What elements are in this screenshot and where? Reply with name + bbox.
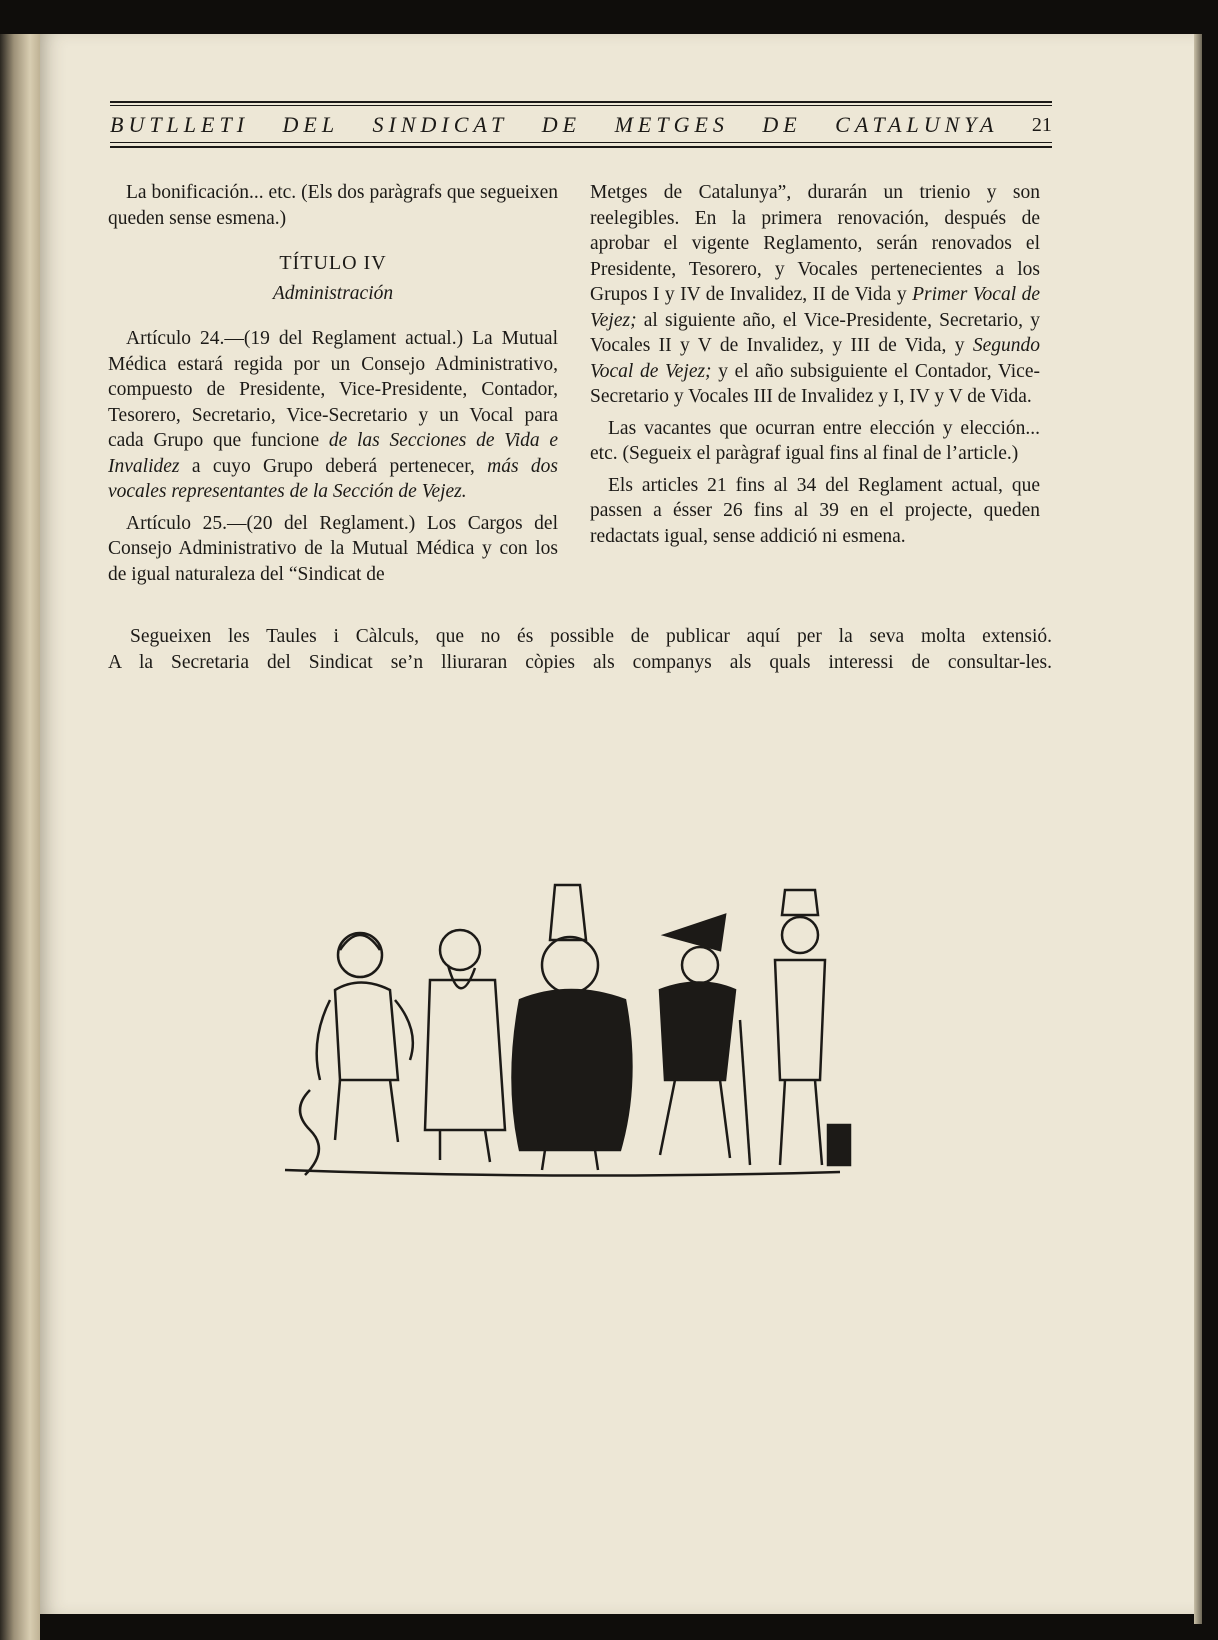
book-spine: [0, 34, 40, 1640]
header-word: METGES: [614, 112, 729, 137]
vacantes-paragraph: Las vacantes que ocurran entre elección y elección... etc. (Segueix el paràgraf igual fins al final de l’article.): [590, 417, 1040, 464]
header-word: SINDICAT: [372, 112, 509, 137]
article-25-continuation: [590, 180, 1040, 410]
header-rule-top-thin: [110, 105, 1052, 106]
left-column: [108, 180, 558, 593]
article-24-text: a cuyo Grupo deberá pertenecer,: [179, 455, 488, 477]
header-word: DE: [541, 112, 582, 137]
bonificacion-paragraph: La bonificación... etc. (Els dos paràgrafs que segueixen queden sense esmena.): [108, 182, 558, 229]
continuation-text: Metges de Catalunya”, durarán un trienio y son reelegibles. En la primera renovación, después de aprobar el vigente Reglamento, serán renovados el Presidente, Tesorero, y Vocales pertenecientes a los Grupos I y IV de Invalidez, II de Vida y: [590, 182, 1040, 305]
article-25-paragraph: Artículo 25.—(20 del Reglament.) Los Cargos del Consejo Administrativo de la Mutual Médica y con los de igual naturaleza del “Sindicat de: [108, 512, 558, 585]
header-rule-bottom-thin: [110, 142, 1052, 143]
continuation-text: al siguiente año, el Vice-Presidente, Secretario, y Vocales II y V de Invalidez, y III de Vida, y: [590, 309, 1040, 356]
section-subtitle: Administración: [272, 282, 394, 304]
articles-paragraph: Els articles 21 fins al 34 del Reglament actual, que passen a ésser 26 fins al 39 en el projecte, queden redactats igual, sense addició ni esmena.: [590, 474, 1040, 547]
continuation-italic: Segundo Vocal de Vejez;: [590, 335, 1040, 382]
header-word: CATALUNYA: [835, 112, 999, 137]
continuation-italic: Primer Vocal de Vejez;: [590, 284, 1040, 331]
header-word: DE: [762, 112, 802, 137]
article-24-paragraph: [108, 326, 558, 505]
article-24-italic: de las Secciones de Vida e Invalidez: [108, 430, 559, 477]
header-rule-top: [110, 101, 1052, 103]
article-24-italic: más dos vocales representantes de la Sección de Vejez.: [108, 455, 558, 502]
section-title: TÍTULO IV: [279, 252, 387, 274]
header-rule-bottom: [110, 146, 1052, 148]
running-header: [110, 110, 1052, 140]
footer-line: Segueixen les Taules i Càlculs, que no és possible de publicar aquí per la seva molta extensió.: [130, 626, 1052, 647]
footer-line: A la Secretaria del Sindicat se’n lliuraran còpies als companys als quals interessi de consultar-les.: [108, 651, 1052, 673]
article-24-text: Artículo 24.—(19 del Reglament actual.) La Mutual Médica estará regida por un Consejo Administrativo, compuesto de Presidente, Vice-Presidente, Contador, Tesorero, Secretario, Vice-Secretario y un Vocal para cada Grupo que funcione: [108, 328, 558, 451]
right-column: [590, 180, 1040, 555]
header-word: BUTLLETI: [110, 112, 250, 137]
page-edge: [1194, 34, 1202, 1624]
page-number: 21: [1031, 113, 1052, 136]
caricature-figures-illustration: [280, 880, 860, 1190]
continuation-text: y el año subsiguiente el Contador, Vice-Secretario y Vocales III de Invalidez y I, IV y V de Vida.: [590, 360, 1040, 407]
footer-note: [108, 624, 1052, 675]
header-word: DEL: [282, 112, 340, 137]
